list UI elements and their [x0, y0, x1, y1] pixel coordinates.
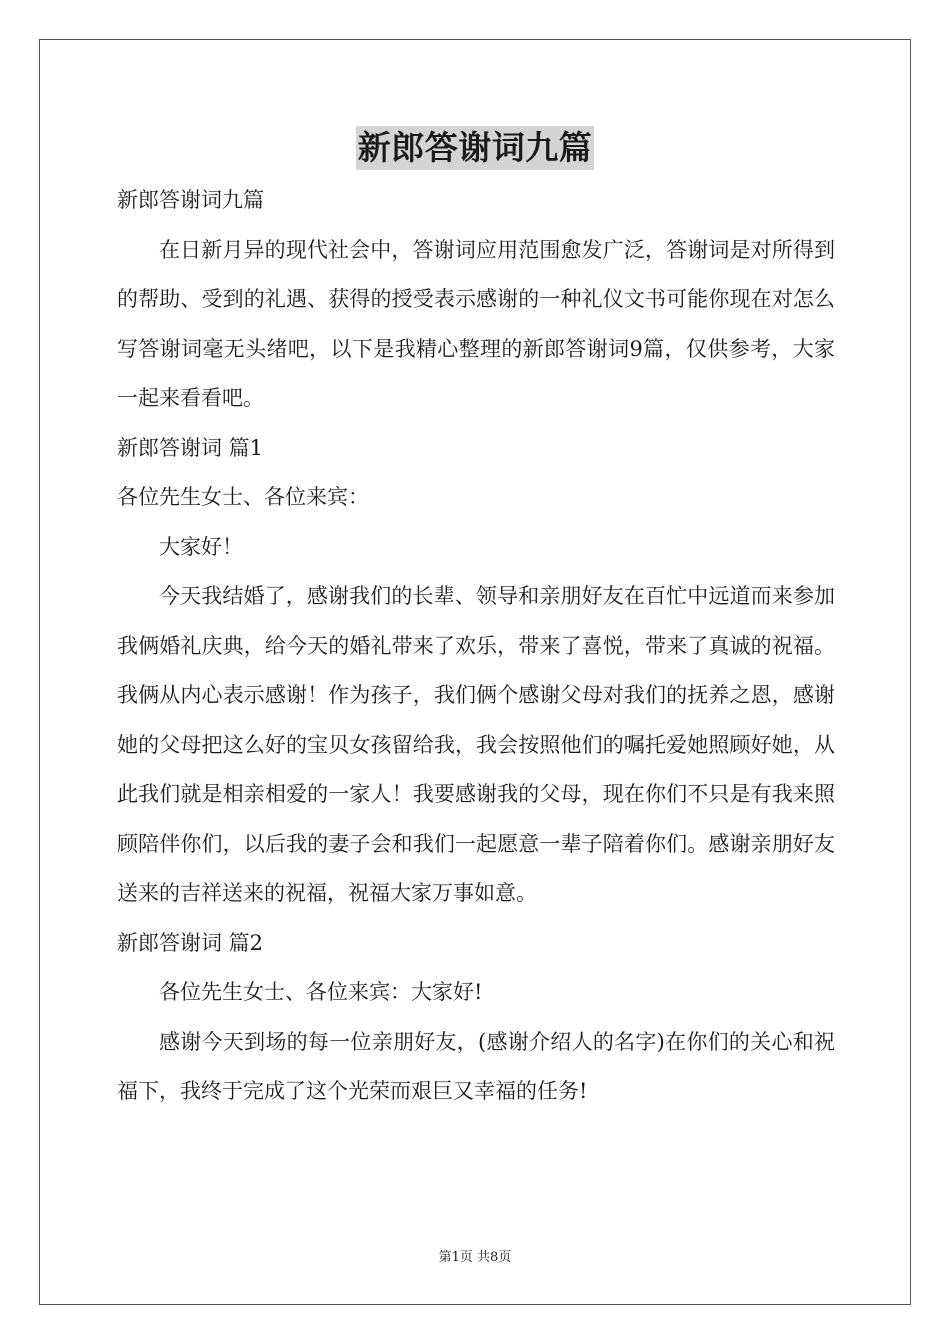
paragraph: 各位先生女士、各位来宾：: [117, 485, 369, 509]
title-container: [0, 126, 950, 170]
paragraph: 在日新月异的现代社会中，答谢词应用范围愈发广泛，答谢词是对所得到的帮助、受到的礼遇、获得的授受表示感谢的一种礼仪文书可能你现在对怎么写答谢词毫无头绪吧，以下是我精心整理的新郎答谢词9篇，仅供参考，大家一起来看看吧。: [117, 237, 835, 410]
paragraph: 各位先生女士、各位来宾：大家好!: [159, 980, 483, 1004]
paragraph: 今天我结婚了，感谢我们的长辈、领导和亲朋好友在百忙中远道而来参加我俩婚礼庆典，给今天的婚礼带来了欢乐，带来了喜悦，带来了真诚的祝福。我俩从内心表示感谢！作为孩子，我们俩个感谢父母对我们的抚养之恩，感谢她的父母把这么好的宝贝女孩留给我，我会按照他们的嘱托爱她照顾好她，从此我们就是相亲相爱的一家人！我要感谢我的父母，现在你们不只是有我来照顾陪伴你们，以后我的妻子会和我们一起愿意一辈子陪着你们。感谢亲朋好友送来的吉祥送来的祝福，祝福大家万事如意。: [117, 584, 835, 905]
section-heading: 新郎答谢词 篇1: [117, 435, 264, 460]
document-body: [117, 176, 835, 1117]
paragraph: 大家好！: [159, 534, 243, 559]
paragraph: 新郎答谢词九篇: [117, 188, 264, 212]
page-footer: 第1页 共8页: [438, 1250, 512, 1265]
section-heading: 新郎答谢词 篇2: [117, 930, 264, 955]
paragraph: 感谢今天到场的每一位亲朋好友，(感谢介绍人的名字)在你们的关心和祝福下，我终于完成了这个光荣而艰巨又幸福的任务!: [117, 1029, 835, 1103]
document-title: 新郎答谢词九篇: [356, 126, 595, 170]
